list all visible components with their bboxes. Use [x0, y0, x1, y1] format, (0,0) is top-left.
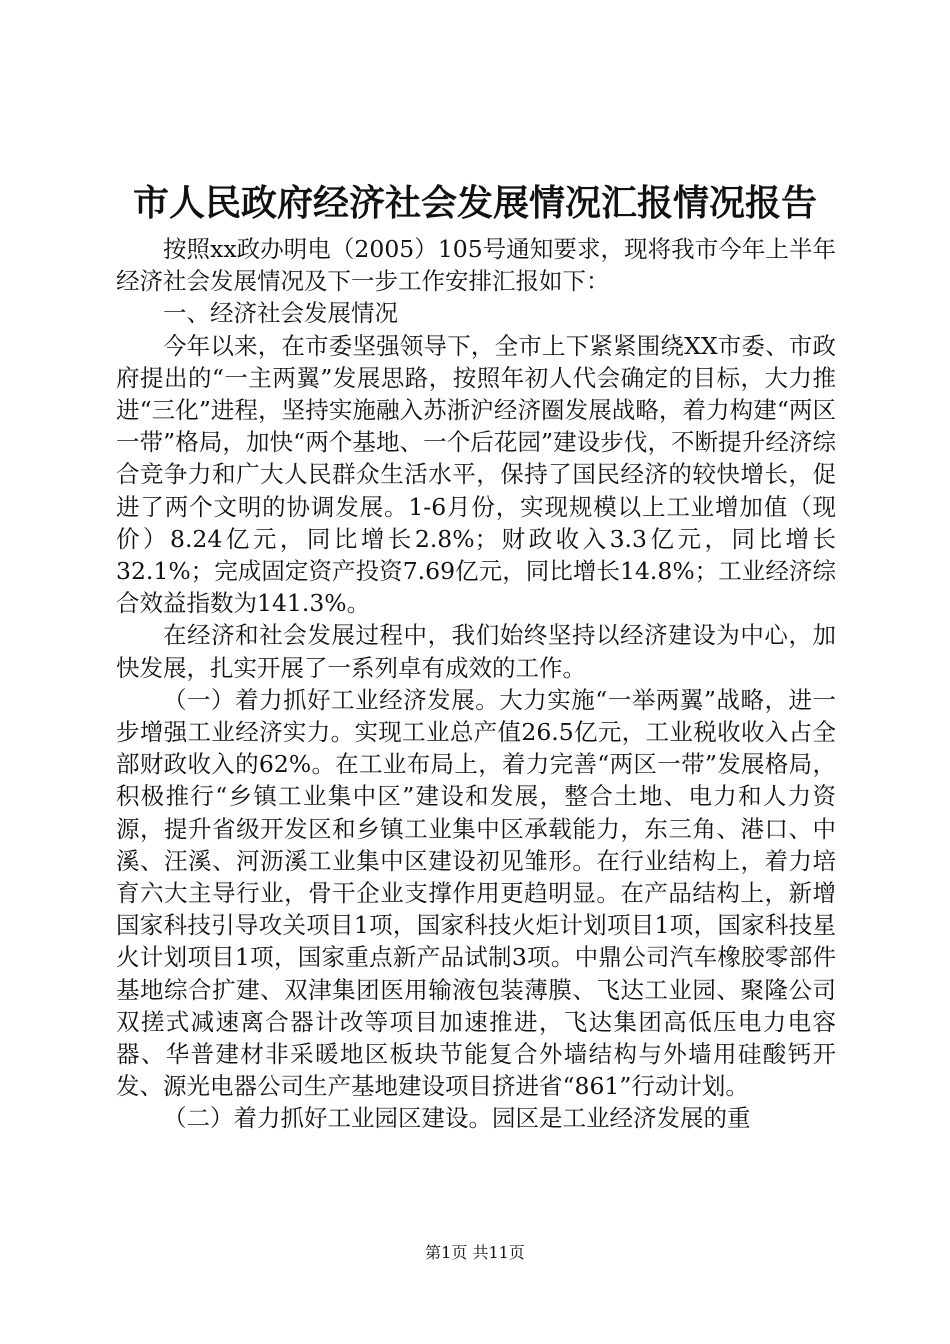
paragraph-summary: 在经济和社会发展过程中，我们始终坚持以经济建设为中心，加快发展，扎实开展了一系列卓有成效的工作。 — [116, 621, 836, 682]
document-title: 市人民政府经济社会发展情况汇报情况报告 — [132, 182, 817, 224]
paragraph-overview: 今年以来，在市委坚强领导下，全市上下紧紧围绕XX市委、市政府提出的“一主两翼”发展思路，按照年初人代会确定的目标，大力推进“三化”进程，坚持实施融入苏浙沪经济圈发展战略，着力构建“两区一带”格局，加快“两个基地、一个后花园”建设步伐，不断提升经济综合竞争力和广大人民群众生活水平，保持了国民经济的较快增长，促进了两个文明的协调发展。1-6月份，实现规模以上工业增加值（现价）8.24亿元，同比增长2.8%；财政收入3.3亿元，同比增长32.1%；完成固定资产投资7.69亿元，同比增长14.8%；工业经济综合效益指数为141.3%。 — [116, 331, 836, 618]
document-body — [116, 233, 836, 1135]
page-number: 第1页 共11页 — [425, 1243, 525, 1262]
paragraph-intro: 按照xx政办明电（2005）105号通知要求，现将我市今年上半年经济社会发展情况及下一步工作安排汇报如下： — [116, 235, 836, 296]
section-heading: 一、经济社会发展情况 — [163, 299, 398, 328]
paragraph-parks: （二）着力抓好工业园区建设。园区是工业经济发展的重 — [163, 1104, 751, 1133]
paragraph-industry: （一）着力抓好工业经济发展。大力实施“一举两翼”战略，进一步增强工业经济实力。实现工业总产值26.5亿元，工业税收收入占全部财政收入的62%。在工业布局上，着力完善“两区一带”发展格局，积极推行“乡镇工业集中区”建设和发展，整合土地、电力和人力资源，提升省级开发区和乡镇工业集中区承载能力，东三角、港口、中溪、汪溪、河沥溪工业集中区建设初见雏形。在行业结构上，着力培育六大主导行业，骨干企业支撑作用更趋明显。在产品结构上，新增国家科技引导攻关项目1项，国家科技火炬计划项目1项，国家科技星火计划项目1项，国家重点新产品试制3项。中鼎公司汽车橡胶零部件基地综合扩建、双津集团医用输液包装薄膜、飞达工业园、聚隆公司双搓式减速离合器计改等项目加速推进，飞达集团高低压电力电容器、华普建材非采暖地区板块节能复合外墙结构与外墙用硅酸钙开发、源光电器公司生产基地建设项目挤进省“861”行动计划。 — [116, 685, 836, 1101]
